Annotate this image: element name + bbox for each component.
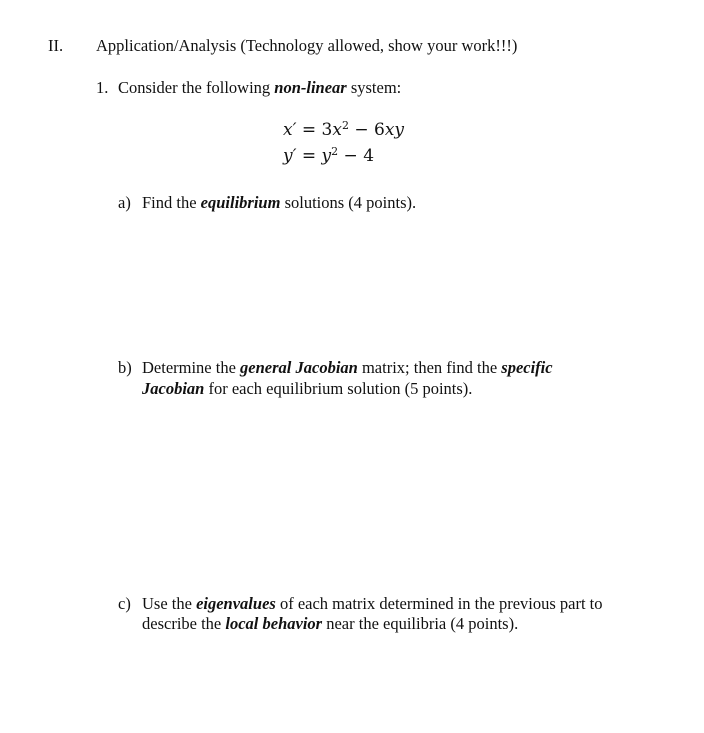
part-b-mid: matrix; then find the [357, 358, 502, 377]
part-b-emphasis-1: general Jacobian [240, 358, 358, 377]
part-b-emphasis-3: Jacobian [142, 379, 205, 398]
eq2-rel: = [301, 146, 317, 166]
eq1-lhs: x′ [283, 120, 297, 140]
equation-y [283, 145, 374, 167]
part-a-label: a) [118, 193, 131, 212]
part-b-post: for each equilibrium solution (5 points). [204, 379, 473, 398]
problem-intro-pre: Consider the following [118, 78, 275, 97]
problem-intro-emphasis: non-linear [274, 78, 347, 97]
part-b-pre: Determine the [142, 358, 241, 377]
problem-number: 1. [96, 78, 109, 97]
equation-x [283, 119, 404, 141]
part-c-pre: Use the [142, 594, 197, 613]
part-b-emphasis-2: specific [501, 358, 553, 377]
part-a-post: solutions (4 points). [280, 193, 417, 212]
eq2-var: y [321, 146, 332, 166]
eq1-rest: − 6 [348, 120, 385, 140]
part-c-emphasis-2: local behavior [225, 614, 323, 633]
part-c-line1 [142, 594, 603, 614]
section-title: Application/Analysis (Technology allowed, show your work!!!) [96, 36, 518, 55]
part-c-post: near the equilibria (4 points). [322, 614, 519, 633]
eq2-exp: 2 [331, 145, 339, 158]
section-numeral: II. [48, 36, 64, 55]
problem-intro [118, 78, 401, 98]
eq2-lhs: y′ [283, 146, 297, 166]
problem-intro-post: system: [346, 78, 402, 97]
part-b-label: b) [118, 358, 132, 377]
part-c-line2 [142, 614, 518, 634]
part-c-pre2: describe the [142, 614, 226, 633]
part-a-emphasis: equilibrium [200, 193, 281, 212]
eq1-var: x [332, 120, 342, 140]
eq1-coef: 3 [321, 120, 333, 140]
eq1-exp: 2 [341, 119, 349, 132]
part-a-text [142, 193, 416, 213]
part-b-line1 [142, 358, 553, 378]
part-c-label: c) [118, 594, 131, 613]
part-c-emphasis-1: eigenvalues [196, 594, 276, 613]
eq1-var2: xy [384, 120, 405, 140]
part-b-line2 [142, 379, 472, 399]
eq2-rest: − 4 [338, 146, 375, 166]
eq1-rel: = [301, 120, 317, 140]
part-a-pre: Find the [142, 193, 201, 212]
part-c-mid: of each matrix determined in the previous part to [275, 594, 603, 613]
